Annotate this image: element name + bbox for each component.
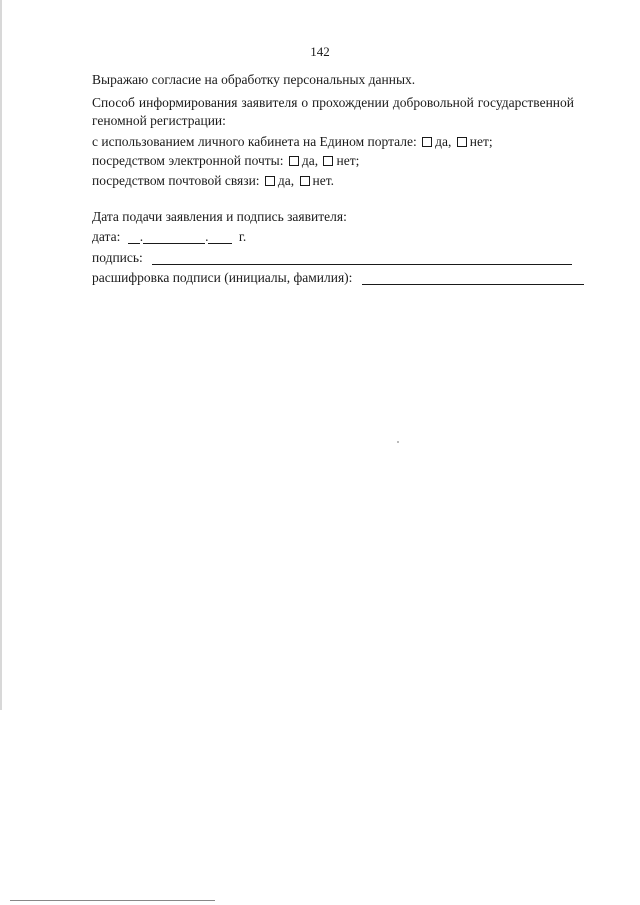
option-email-label: посредством электронной почты: — [92, 153, 284, 168]
consent-statement: Выражаю согласие на обработку персональных данных. — [92, 72, 416, 87]
signature-decode-label: расшифровка подписи (инициалы, фамилия): — [92, 270, 353, 285]
email-yes-checkbox[interactable] — [289, 156, 299, 166]
option-post-label: посредством почтовой связи: — [92, 173, 260, 188]
no-label: нет; — [336, 153, 360, 168]
date-row: дата: . . г. — [92, 229, 247, 244]
signature-row — [92, 250, 572, 266]
scan-speck — [397, 441, 399, 443]
option-post — [92, 173, 334, 189]
signature-label: подпись: — [92, 250, 143, 265]
inform-method-line2: геномной регистрации: — [92, 113, 226, 128]
post-no-checkbox[interactable] — [300, 176, 310, 186]
option-email — [92, 153, 359, 169]
email-no-checkbox[interactable] — [323, 156, 333, 166]
date-year-field[interactable] — [208, 231, 232, 244]
option-portal — [92, 134, 493, 150]
post-yes-checkbox[interactable] — [265, 176, 275, 186]
page-number: 142 — [310, 44, 330, 59]
date-day-field[interactable] — [128, 231, 140, 244]
signature-heading: Дата подачи заявления и подпись заявителя: — [92, 209, 347, 224]
date-month-field[interactable] — [143, 231, 205, 244]
signature-field[interactable] — [152, 252, 572, 265]
signature-decode-field[interactable] — [362, 272, 584, 285]
signature-decode-row — [92, 270, 584, 286]
no-label: нет; — [469, 134, 493, 149]
scan-edge — [0, 0, 2, 710]
inform-method-line1: Способ информирования заявителя о прохождении добровольной государственной — [92, 95, 574, 110]
yes-label: да, — [435, 134, 452, 149]
year-suffix: г. — [238, 229, 247, 244]
option-portal-label: с использованием личного кабинета на Едином портале: — [92, 134, 417, 149]
portal-yes-checkbox[interactable] — [422, 137, 432, 147]
no-label: нет. — [312, 173, 335, 188]
yes-label: да, — [277, 173, 295, 188]
footer-rule — [10, 900, 215, 901]
date-label: дата: — [92, 229, 121, 244]
portal-no-checkbox[interactable] — [457, 137, 467, 147]
yes-label: да, — [301, 153, 319, 168]
